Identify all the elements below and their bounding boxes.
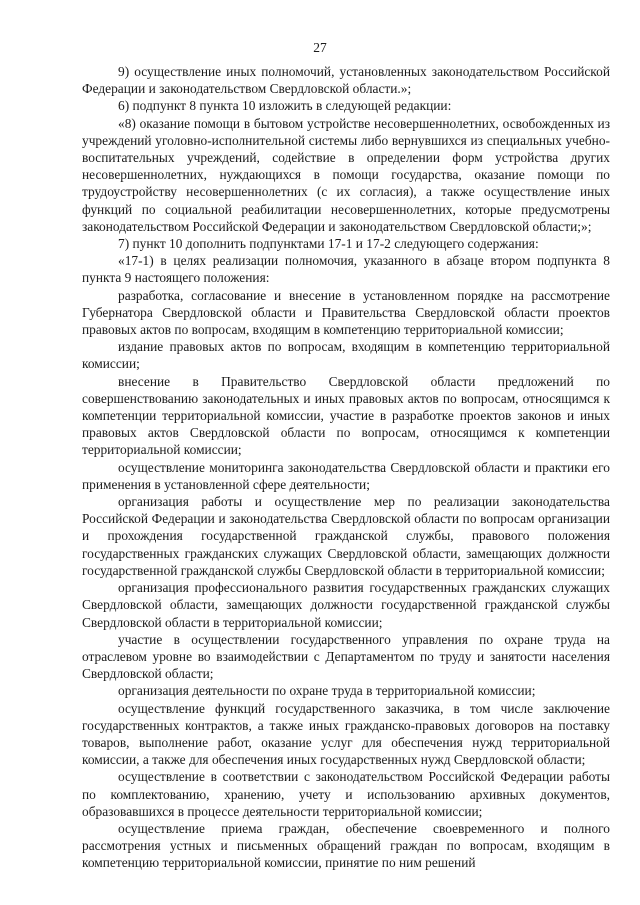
paragraph: осуществление в соответствии с законодательством Российской Федерации работы по комплектованию, хранению, учету и использованию архивных документов, образовавшихся в процессе деятельности территориальной комиссии; [82, 769, 610, 819]
paragraph: разработка, согласование и внесение в установленном порядке на рассмотрение Губернатора Свердловской области и Правительства Свердловской области проектов правовых актов по вопросам, входящим в компетенцию территориальной комиссии; [82, 287, 610, 338]
paragraph: издание правовых актов по вопросам, входящим в компетенцию территориальной комиссии; [82, 339, 610, 372]
paragraph: организация деятельности по охране труда в территориальной комиссии; [118, 683, 536, 699]
paragraph: 6) подпункт 8 пункта 10 изложить в следующей редакции: [118, 98, 452, 114]
paragraph: «8) оказание помощи в бытовом устройстве несовершеннолетних, освобожденных из учреждений уголовно-исполнительной системы либо вернувшихся из специальных учебно-воспитательных учреждений, содействие в определении форм устройства других несовершеннолетних, нуждающихся в помощи государства, оказание помощи по трудоустройству несовершеннолетних (с их согласия), а также осуществление иных функций по социальной реабилитации несовершеннолетних, которые предусмотрены законодательством Российской Федерации и законодательством Свердловской области;»; [82, 115, 610, 234]
paragraph: «17-1) в целях реализации полномочия, указанного в абзаце втором подпункта 8 пункта 9 настоящего положения: [82, 253, 610, 286]
paragraph: организация работы и осуществление мер по реализации законодательства Российской Федерации и законодательства Свердловской области по вопросам организации и прохождения государственной гражданской службы, правового положения государственных гражданских служащих Свердловской области, замещающих должности государственной гражданской службы Свердловской области в территориальной комиссии; [82, 494, 610, 578]
paragraph: осуществление мониторинга законодательства Свердловской области и практики его применения в установленной сфере деятельности; [82, 459, 610, 492]
page-number: 27 [313, 40, 327, 55]
paragraph: внесение в Правительство Свердловской области предложений по совершенствованию законодательных и иных правовых актов по вопросам, относящимся к компетенции территориальной комиссии, участие в разработке проектов законов и иных правовых актов Свердловской области по вопросам, относящимся к компетенции территориальной комиссии; [82, 373, 610, 458]
paragraph: 9) осуществление иных полномочий, установленных законодательством Российской Федерации и законодательством Свердловской области.»; [82, 64, 610, 97]
paragraph: 7) пункт 10 дополнить подпунктами 17-1 и 17-2 следующего содержания: [118, 236, 539, 252]
paragraph: организация профессионального развития государственных гражданских служащих Свердловской области, замещающих должности государственной гражданской службы Свердловской области в территориальной комиссии; [82, 580, 610, 630]
paragraph: участие в осуществлении государственного управления по охране труда на отраслевом уровне во взаимодействии с Департаментом по труду и занятости населения Свердловской области; [82, 631, 610, 682]
paragraph: осуществление приема граждан, обеспечение своевременного и полного рассмотрения устных и письменных обращений граждан по вопросам, входящим в компетенцию территориальной комиссии, принятие по ним решений [82, 820, 610, 871]
document-body [82, 63, 610, 872]
paragraph: осуществление функций государственного заказчика, в том числе заключение государственных контрактов, а также иных гражданско-правовых договоров на поставку товаров, выполнение работ, оказание услуг для обеспечения нужд территориальной комиссии, а также для обеспечения иных государственных нужд Свердловской области; [82, 700, 610, 768]
